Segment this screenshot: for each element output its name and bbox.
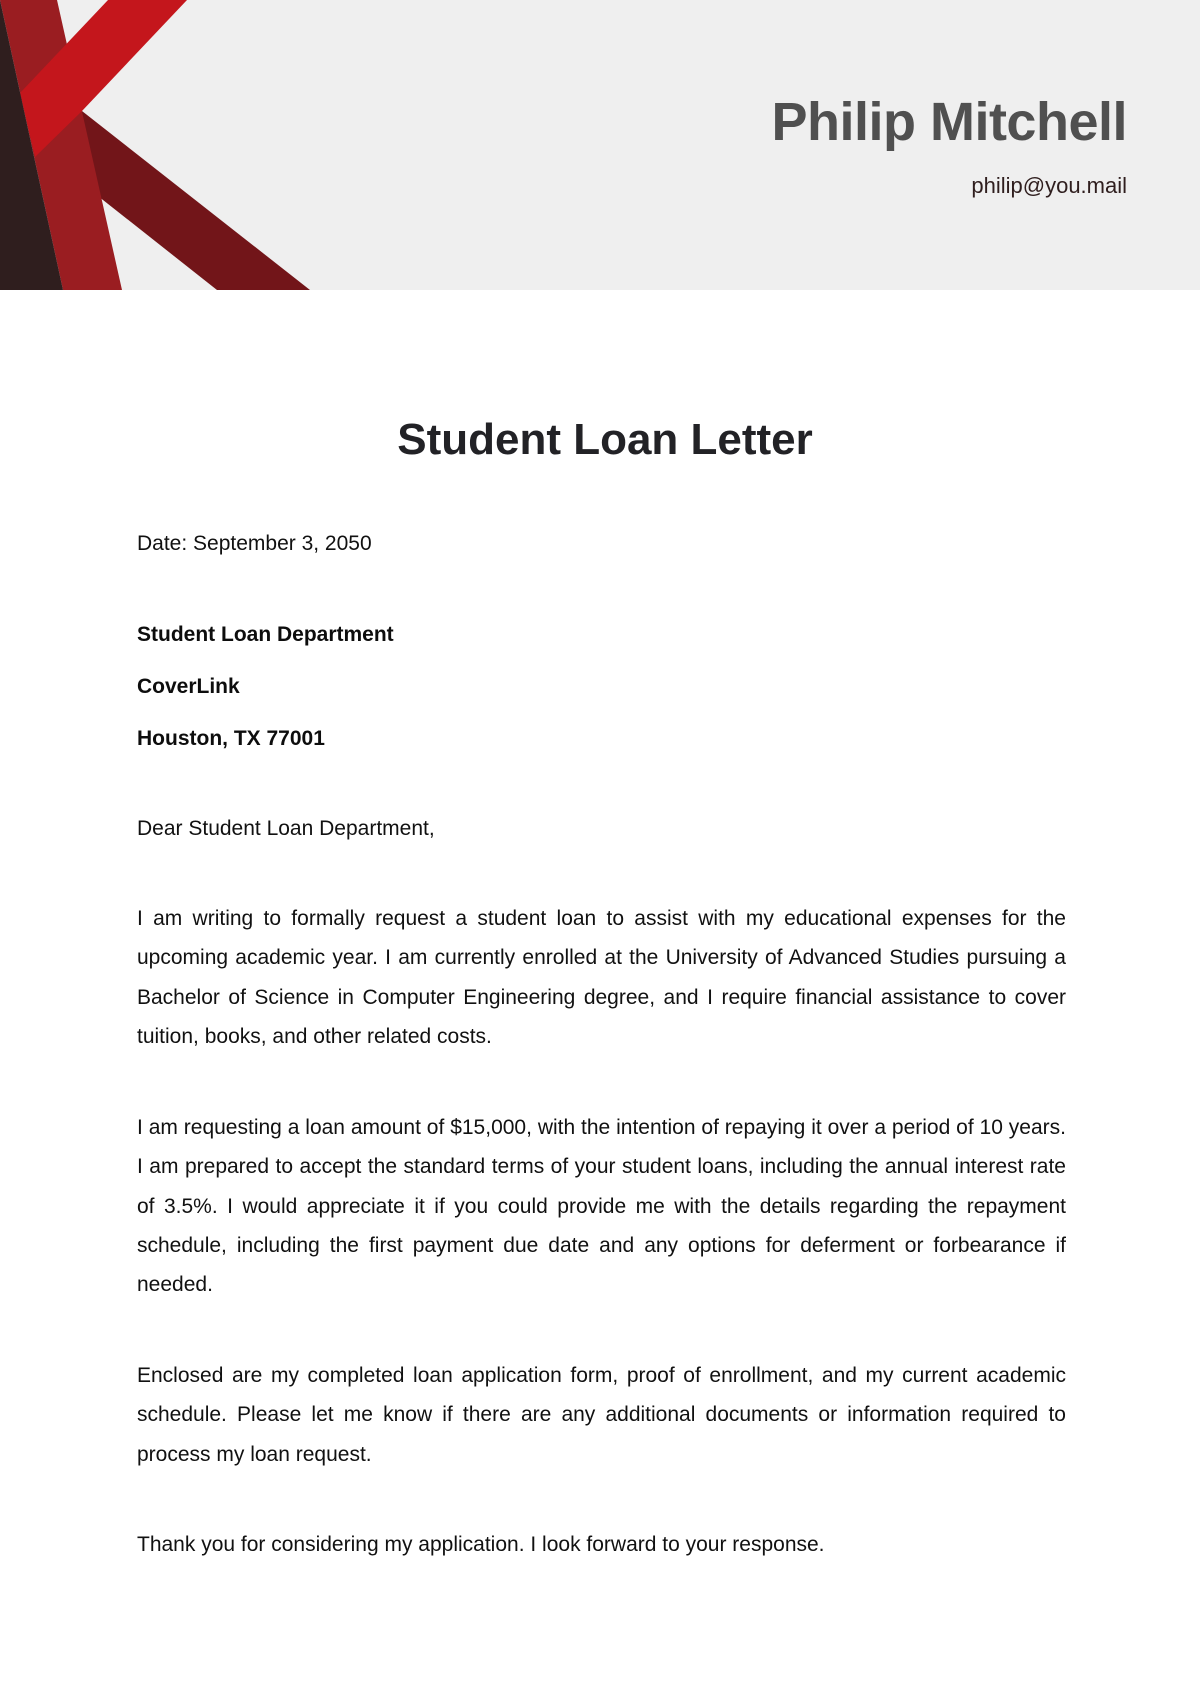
salutation: Dear Student Loan Department, [137,817,435,840]
recipient-address [137,609,394,765]
body-paragraph-3: Enclosed are my completed loan application form, proof of enrollment, and my current academic schedule. Please let me know if there are any additional documents or information required to process my loan request. [137,1364,1066,1466]
red-stripes-decoration-icon [0,0,320,290]
body-paragraph-2: I am requesting a loan amount of $15,000, with the intention of repaying it over a period of 10 years. I am prepared to accept the standard terms of your student loans, including the annual interest rate of 3.5%. I would appreciate it if you could provide me with the details regarding the repayment schedule, including the first payment due date and any options for deferment or forbearance if needed. [137,1116,1066,1297]
sender-name: Philip Mitchell [771,92,1127,152]
sender-email: philip@you.mail [971,173,1127,198]
letter-title: Student Loan Letter [397,415,813,464]
letter-date: Date: September 3, 2050 [137,532,372,555]
recipient-city-state-zip: Houston, TX 77001 [137,727,325,750]
closing-line: Thank you for considering my application. I look forward to your response. [137,1533,825,1556]
body-paragraph-1: I am writing to formally request a student loan to assist with my educational expenses for the upcoming academic year. I am currently enrolled at the University of Advanced Studies pursuing a Bachelor of Science in Computer Engineering degree, and I require financial assistance to cover tuition, books, and other related costs. [137,907,1066,1048]
recipient-company: CoverLink [137,675,240,698]
recipient-department: Student Loan Department [137,623,394,646]
letterhead-header [0,0,1200,290]
